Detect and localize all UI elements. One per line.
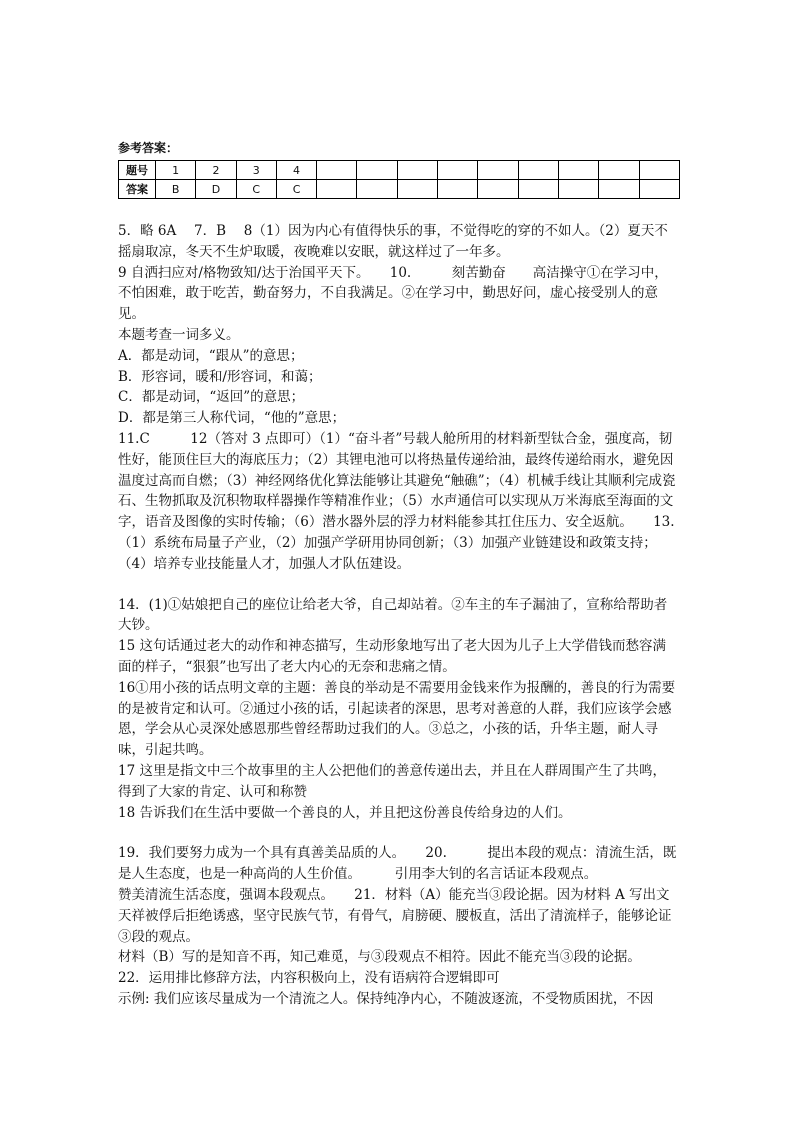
answer-paragraph: 5．略 6A 7．B 8（1）因为内心有值得快乐的事，不觉得吃的穿的不如人。（2）夏天不摇扇取凉，冬天不生炉取暖，夜晚难以安眠，就这样过了一年多。 [118, 223, 668, 260]
table-cell [397, 180, 437, 199]
table-cell: 4 [276, 161, 316, 180]
answer-paragraph: 17 这里是指文中三个故事里的主人公把他们的善意传递出去，并且在人群周围产生了共鸣，得到了大家的肯定、认可和称赞 [118, 762, 666, 800]
answer-paragraph: 16①用小孩的话点明文章的主题：善良的举动是不需要用金钱来作为报酬的，善良的行为需要的是被肯定和认可。②通过小孩的话，引起读者的深思，思考对善意的人群，我们应该学会感恩，学会从心灵深处感恩那些曾经帮助过我们的人。③总之，小孩的话，升华主题，耐人寻味，引起共鸣。 [118, 679, 676, 759]
table-cell [478, 161, 518, 180]
question-number-row [119, 161, 680, 180]
paragraph-gap [118, 575, 678, 595]
answer-paragraph: 11.C 12（答对 3 点即可）（1）“奋斗者”号载人舱所用的材料新型钛合金，强度高，韧性好，能顶住巨大的海底压力；（2）其锂电池可以将热量传递给油，最终传递给雨水，避免因温度过高而自燃；（3）神经网络优化算法能够让其避免“触礁”；（4）机械手线让其顺利完成瓷石、生物抓取及沉积物取样器操作等精准作业；（5）水声通信可以实现从万米海底至海面的文字，语音及图像的实时传输；（6）潜水器外层的浮力材料能参其扛住压力、安全返航。 13.（1）系统布局量子产业，（2）加强产学研用协同创新；（3）加强产业链建设和政策支持；（4）培养专业技能量人才，加强人才队伍建设。 [118, 430, 676, 572]
answer-paragraph: D．都是第三人称代词，“他的”意思； [118, 410, 346, 427]
row-label-answer: 答案 [119, 180, 156, 199]
table-cell: 2 [196, 161, 236, 180]
answer-paragraph: 22．运用排比修辞方法，内容积极向上，没有语病符合逻辑即可 [118, 970, 500, 987]
answer-explanations [118, 221, 678, 1010]
table-cell [599, 161, 639, 180]
table-cell [317, 180, 357, 199]
table-cell [438, 161, 478, 180]
table-cell: C [236, 180, 276, 199]
answer-table [118, 160, 680, 199]
answer-sheet [118, 139, 678, 1010]
table-cell: 1 [156, 161, 196, 180]
table-cell [317, 161, 357, 180]
table-cell [558, 180, 598, 199]
answer-row [119, 180, 680, 199]
answer-paragraph: 示例: 我们应该尽量成为一个清流之人。保持纯净内心，不随波逐流，不受物质困扰，不因 [118, 990, 654, 1007]
table-cell [639, 161, 679, 180]
table-cell [639, 180, 679, 199]
table-cell [478, 180, 518, 199]
answer-paragraph: 本题考查一词多义。 [118, 326, 240, 343]
answer-paragraph: 18 告诉我们在生活中要做一个善良的人，并且把这份善良传给身边的人们。 [118, 804, 572, 821]
answer-paragraph: B．形容词，暖和/形容词，和蔼； [118, 368, 322, 385]
table-cell [438, 180, 478, 199]
table-cell [397, 161, 437, 180]
answer-paragraph: 14．(1)①姑娘把自己的座位让给老大爷，自己却站着。②车主的车子漏油了，宣称给帮助者大钞。 [118, 596, 668, 634]
answer-paragraph: 材料（B）写的是知音不再，知己难觅，与③段观点不相符。因此不能充当③段的论据。 [118, 949, 641, 966]
answer-paragraph: 赞美清流生活态度，强调本段观点。 21．材料（A）能充当③段论据。因为材料 A 写出文天祥被俘后拒绝诱惑，坚守民族气节，有骨气，肩膀硬、腰板直，活出了清流样子，能够论证③段的观点。 [118, 886, 672, 945]
answer-paragraph: 19．我们要努力成为一个具有真善美品质的人。 20. 提出本段的观点：清流生活，既是人生态度，也是一种高尚的人生价值。 引用李大钊的名言话证本段观点。 [118, 845, 677, 883]
answer-paragraph: 15 这句话通过老大的动作和神态描写，生动形象地写出了老大因为儿子上大学借钱而愁容满面的样子，“狠狠”也写出了老大内心的无奈和悲痛之情。 [118, 638, 666, 675]
table-cell [518, 161, 558, 180]
paragraph-gap [118, 823, 678, 843]
answer-paragraph: A．都是动词，“跟从”的意思； [118, 347, 304, 364]
answer-paragraph: C．都是动词，“返回”的意思； [118, 389, 305, 406]
table-cell [518, 180, 558, 199]
table-cell: B [156, 180, 196, 199]
table-cell [558, 161, 598, 180]
answer-paragraph: 9 自洒扫应对/格物致知/达于治国平天下。 10. 刻苦勤奋 高洁操守①在学习中，不怕困难，敢于吃苦，勤奋努力，不自我满足。②在学习中，勤思好问，虚心接受别人的意见。 [118, 264, 668, 323]
table-cell: D [196, 180, 236, 199]
table-cell [599, 180, 639, 199]
table-cell: 3 [236, 161, 276, 180]
table-cell: C [276, 180, 316, 199]
table-cell [357, 180, 397, 199]
reference-answers-title: 参考答案： [118, 141, 179, 155]
table-cell [357, 161, 397, 180]
row-label-number: 题号 [119, 161, 156, 180]
